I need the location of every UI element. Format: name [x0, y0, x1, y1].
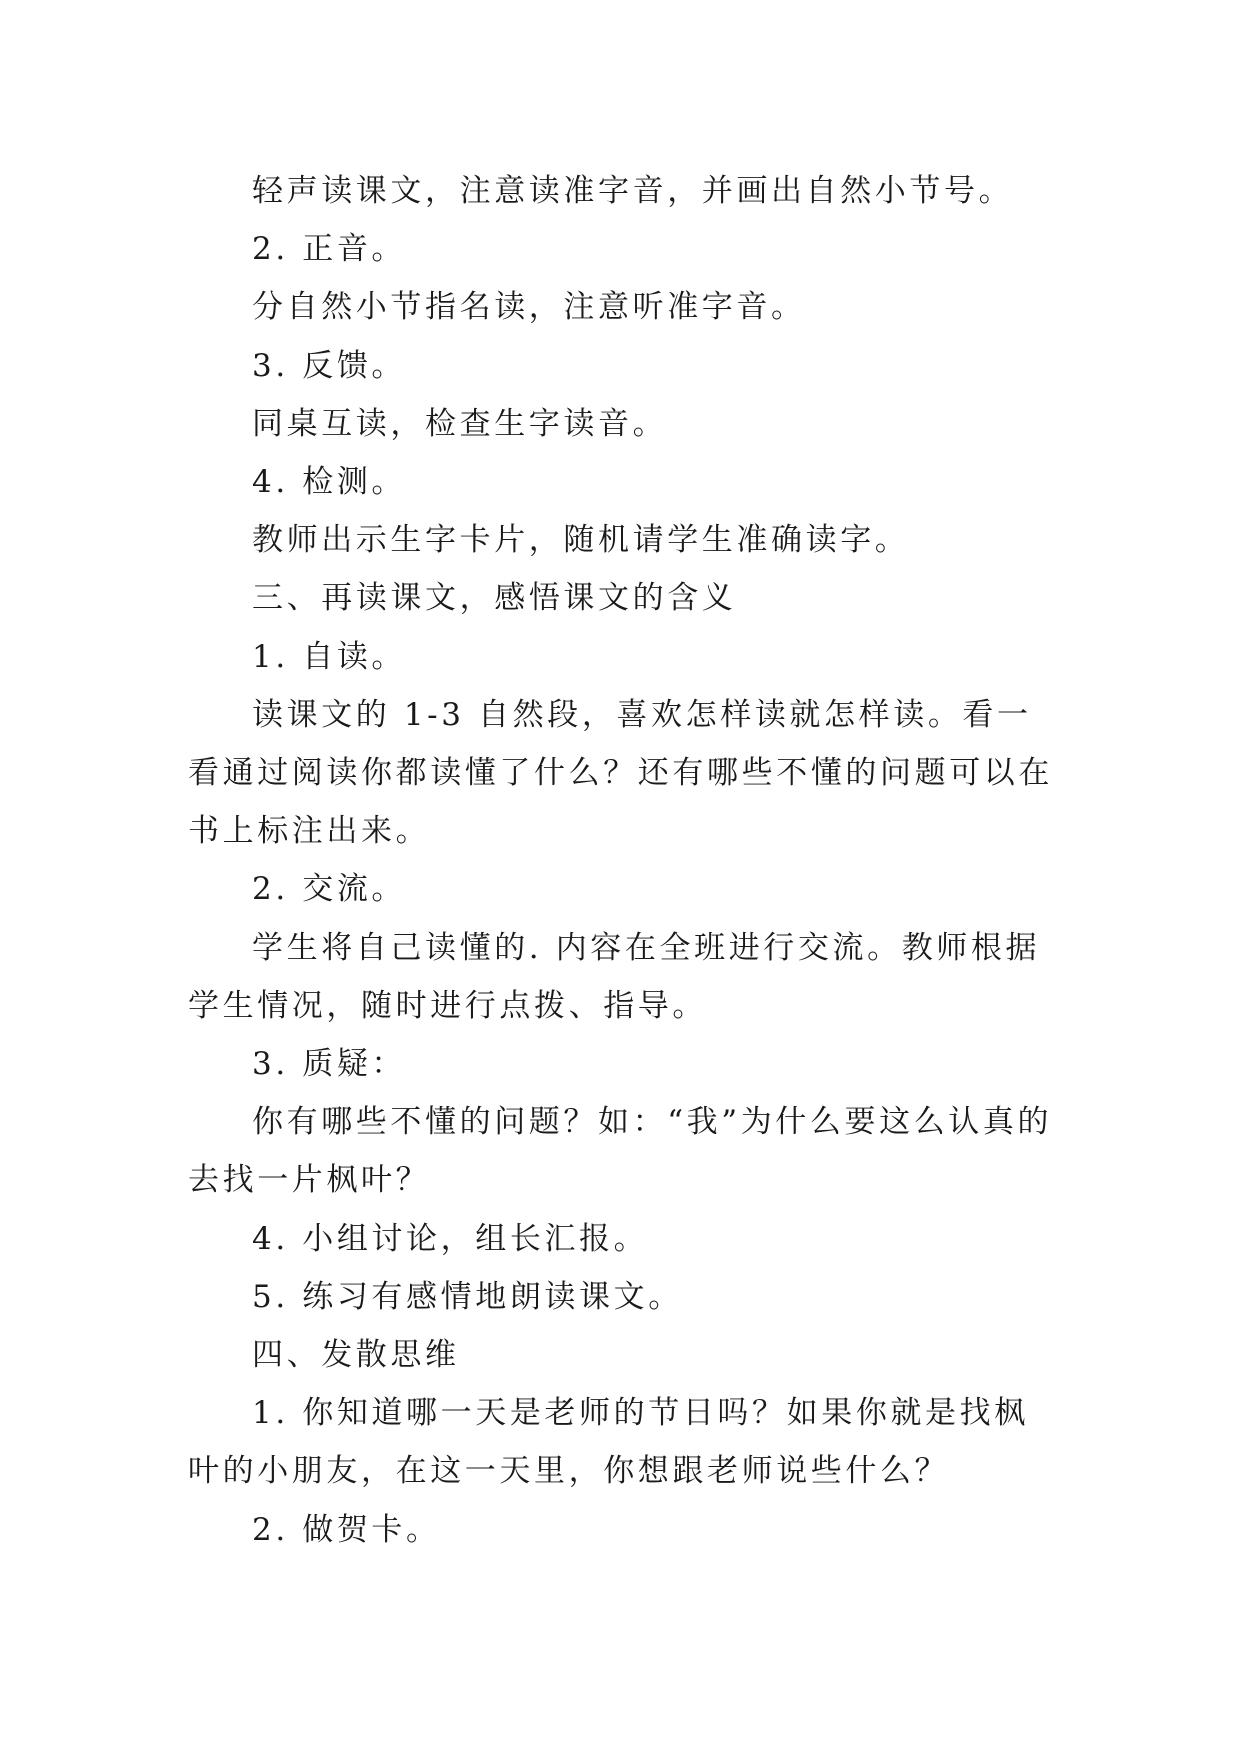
paragraph: 轻声读课文，注意读准字音，并画出自然小节号。 — [252, 173, 1014, 209]
section-heading: 四、发散思维 — [252, 1337, 460, 1374]
paragraph: 3. 质疑： — [252, 1046, 407, 1083]
paragraph: 学生将自己读懂的. 内容在全班进行交流。教师根据学生情况，随时进行点拨、指导。 — [188, 929, 1041, 1024]
paragraph: 2. 做贺卡。 — [252, 1511, 441, 1548]
document-body — [188, 162, 1056, 1559]
paragraph: 2. 正音。 — [252, 231, 407, 268]
paragraph: 4. 小组讨论，组长汇报。 — [252, 1220, 649, 1257]
paragraph: 你有哪些不懂的问题？如：“我”为什么要这么认真的去找一片枫叶？ — [188, 1104, 1053, 1199]
paragraph: 5. 练习有感情地朗读课文。 — [252, 1278, 683, 1315]
paragraph: 分自然小节指名读，注意听准字音。 — [252, 289, 806, 326]
paragraph: 1. 自读。 — [252, 638, 407, 675]
paragraph: 读课文的 1-3 自然段，喜欢怎样读就怎样读。看一看通过阅读你都读懂了什么？还有哪些不懂的问题可以在书上标注出来。 — [188, 696, 1053, 850]
paragraph: 3. 反馈。 — [252, 347, 407, 384]
section-heading: 三、再读课文，感悟课文的含义 — [252, 580, 737, 617]
paragraph: 4. 检测。 — [252, 464, 407, 501]
paragraph: 2. 交流。 — [252, 871, 407, 908]
paragraph: 1. 你知道哪一天是老师的节日吗？如果你就是找枫叶的小朋友，在这一天里，你想跟老师说些什么？ — [188, 1395, 1029, 1490]
paragraph: 同桌互读，检查生字读音。 — [252, 405, 668, 442]
paragraph: 教师出示生字卡片，随机请学生准确读字。 — [252, 522, 910, 559]
